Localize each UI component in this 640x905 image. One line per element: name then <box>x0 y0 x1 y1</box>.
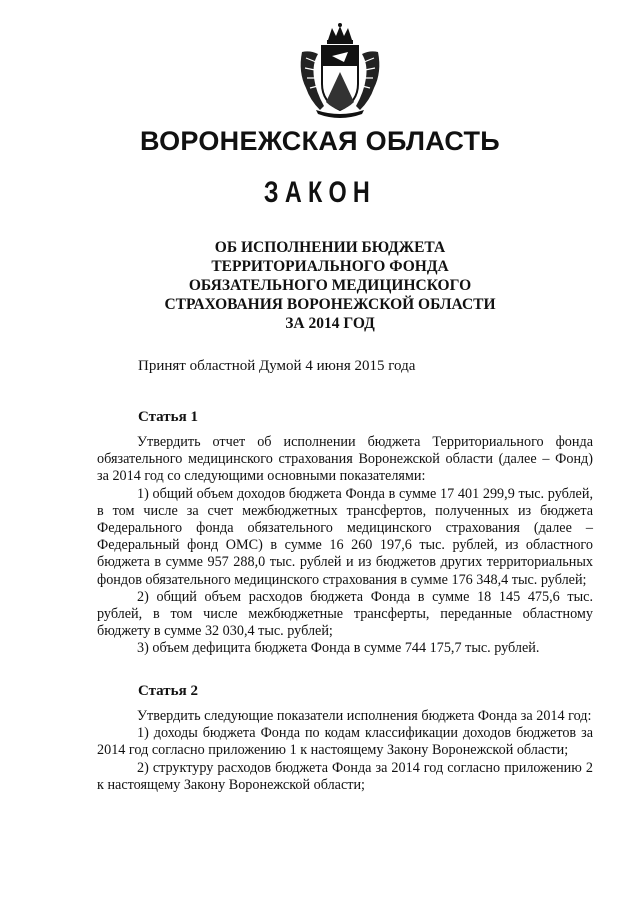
subject-line: ЗА 2014 ГОД <box>285 315 375 332</box>
article-1-intro: Утвердить отчет об исполнении бюджета Территориального фонда обязательного медицинского страхования Воронежской области (далее – Фонд) за 2014 год со следующими основными показателями: <box>97 434 593 485</box>
article-1-body <box>97 434 593 658</box>
article-2-intro: Утвердить следующие показатели исполнения бюджета Фонда за 2014 год: <box>137 708 592 724</box>
document-type-title: ЗАКОН <box>263 176 377 209</box>
subject-line: СТРАХОВАНИЯ ВОРОНЕЖСКОЙ ОБЛАСТИ <box>164 296 496 313</box>
adoption-date-line: Принят областной Думой 4 июня 2015 года <box>138 358 416 374</box>
article-2-item-1: 1) доходы бюджета Фонда по кодам классификации доходов бюджетов за 2014 год согласно приложению 1 к настоящему Закону Воронежской области; <box>97 725 593 759</box>
article-1-title: Статья 1 <box>138 409 198 425</box>
subject-line: ОБЯЗАТЕЛЬНОГО МЕДИЦИНСКОГО <box>188 277 472 294</box>
article-1-item-1: 1) общий объем доходов бюджета Фонда в сумме 17 401 299,9 тыс. рублей, в том числе за счет межбюджетных трансфертов, полученных из бюджета Федерального фонда обязательного медицинского страхования (далее – Федеральный фонд ОМС) в сумме 16 260 197,6 тыс. рублей, из областного бюджета в сумме 957 288,0 тыс. рублей и из бюджетов других территориальных фондов обязательного медицинского страхования в сумме 176 348,4 тыс. рублей; <box>97 485 593 588</box>
article-2-item-2: 2) структуру расходов бюджета Фонда за 2014 год согласно приложению 2 к настоящему Закону Воронежской области; <box>97 759 593 793</box>
article-2-body <box>97 708 593 794</box>
article-1-item-3: 3) объем дефицита бюджета Фонда в сумме 744 175,7 тыс. рублей. <box>137 640 540 657</box>
article-2-title: Статья 2 <box>138 683 198 699</box>
region-title: ВОРОНЕЖСКАЯ ОБЛАСТЬ <box>139 126 501 156</box>
subject-line: ТЕРРИТОРИАЛЬНОГО ФОНДА <box>211 258 449 275</box>
article-1-item-2: 2) общий объем расходов бюджета Фонда в сумме 18 145 475,6 тыс. рублей, в том числе межбюджетные трансферты, переданные областному бюджету в сумме 32 030,4 тыс. рублей; <box>97 588 593 640</box>
law-subject-heading <box>120 238 540 333</box>
voronezh-coat-of-arms-icon <box>296 22 384 118</box>
subject-line: ОБ ИСПОЛНЕНИИ БЮДЖЕТА <box>214 239 446 256</box>
